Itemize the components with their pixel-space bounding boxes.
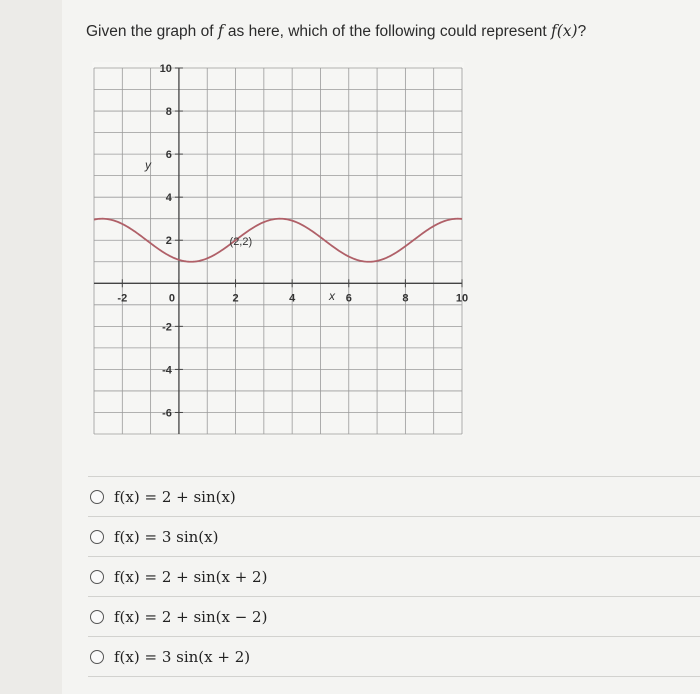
y-tick-label: -4	[162, 364, 172, 377]
choice-option-3[interactable]	[88, 556, 700, 596]
radio-button-icon[interactable]	[90, 610, 104, 624]
x-tick-label: 2	[232, 292, 239, 305]
answer-choices	[88, 476, 700, 677]
question-middle: as here, which of the following could represent	[227, 23, 547, 40]
choice-label: f(x) = 2 + sin(x − 2)	[114, 607, 268, 626]
y-tick-label: 4	[165, 192, 172, 205]
x-tick-label: 8	[402, 292, 409, 305]
choice-option-5[interactable]	[88, 636, 700, 677]
choice-label: f(x) = 2 + sin(x)	[114, 487, 236, 506]
choice-label: f(x) = 3 sin(x)	[114, 527, 219, 546]
radio-button-icon[interactable]	[90, 570, 104, 584]
question-suffix: ?	[577, 23, 587, 40]
radio-button-icon[interactable]	[90, 530, 104, 544]
x-tick-label: 4	[289, 292, 296, 305]
y-tick-label: 2	[165, 235, 172, 248]
choice-option-2[interactable]	[88, 516, 700, 556]
x-tick-label: 0	[168, 292, 175, 305]
x-tick-label: -2	[117, 292, 128, 305]
graph-background	[92, 62, 464, 436]
x-axis-label: x	[328, 289, 335, 304]
question-fx: f(x)	[551, 22, 578, 40]
y-tick-label: -6	[162, 407, 172, 420]
y-tick-label: -2	[162, 321, 172, 334]
point-annotation: (2,2)	[229, 236, 253, 249]
function-graph	[92, 62, 469, 436]
question-prefix: Given the graph of	[86, 23, 214, 40]
x-tick-label: 10	[455, 292, 469, 305]
radio-button-icon[interactable]	[90, 650, 104, 664]
question-f-symbol: f	[217, 22, 224, 40]
y-axis-label: y	[144, 158, 151, 173]
choice-label: f(x) = 3 sin(x + 2)	[114, 647, 251, 666]
choice-label: f(x) = 2 + sin(x + 2)	[114, 567, 268, 586]
radio-button-icon[interactable]	[90, 490, 104, 504]
y-tick-label: 10	[159, 63, 172, 75]
choice-option-1[interactable]	[88, 476, 700, 516]
question-text	[86, 22, 586, 41]
x-tick-label: 6	[345, 292, 352, 305]
y-tick-label: 8	[165, 106, 172, 119]
choice-option-4[interactable]	[88, 596, 700, 636]
y-tick-label: 6	[165, 149, 172, 162]
